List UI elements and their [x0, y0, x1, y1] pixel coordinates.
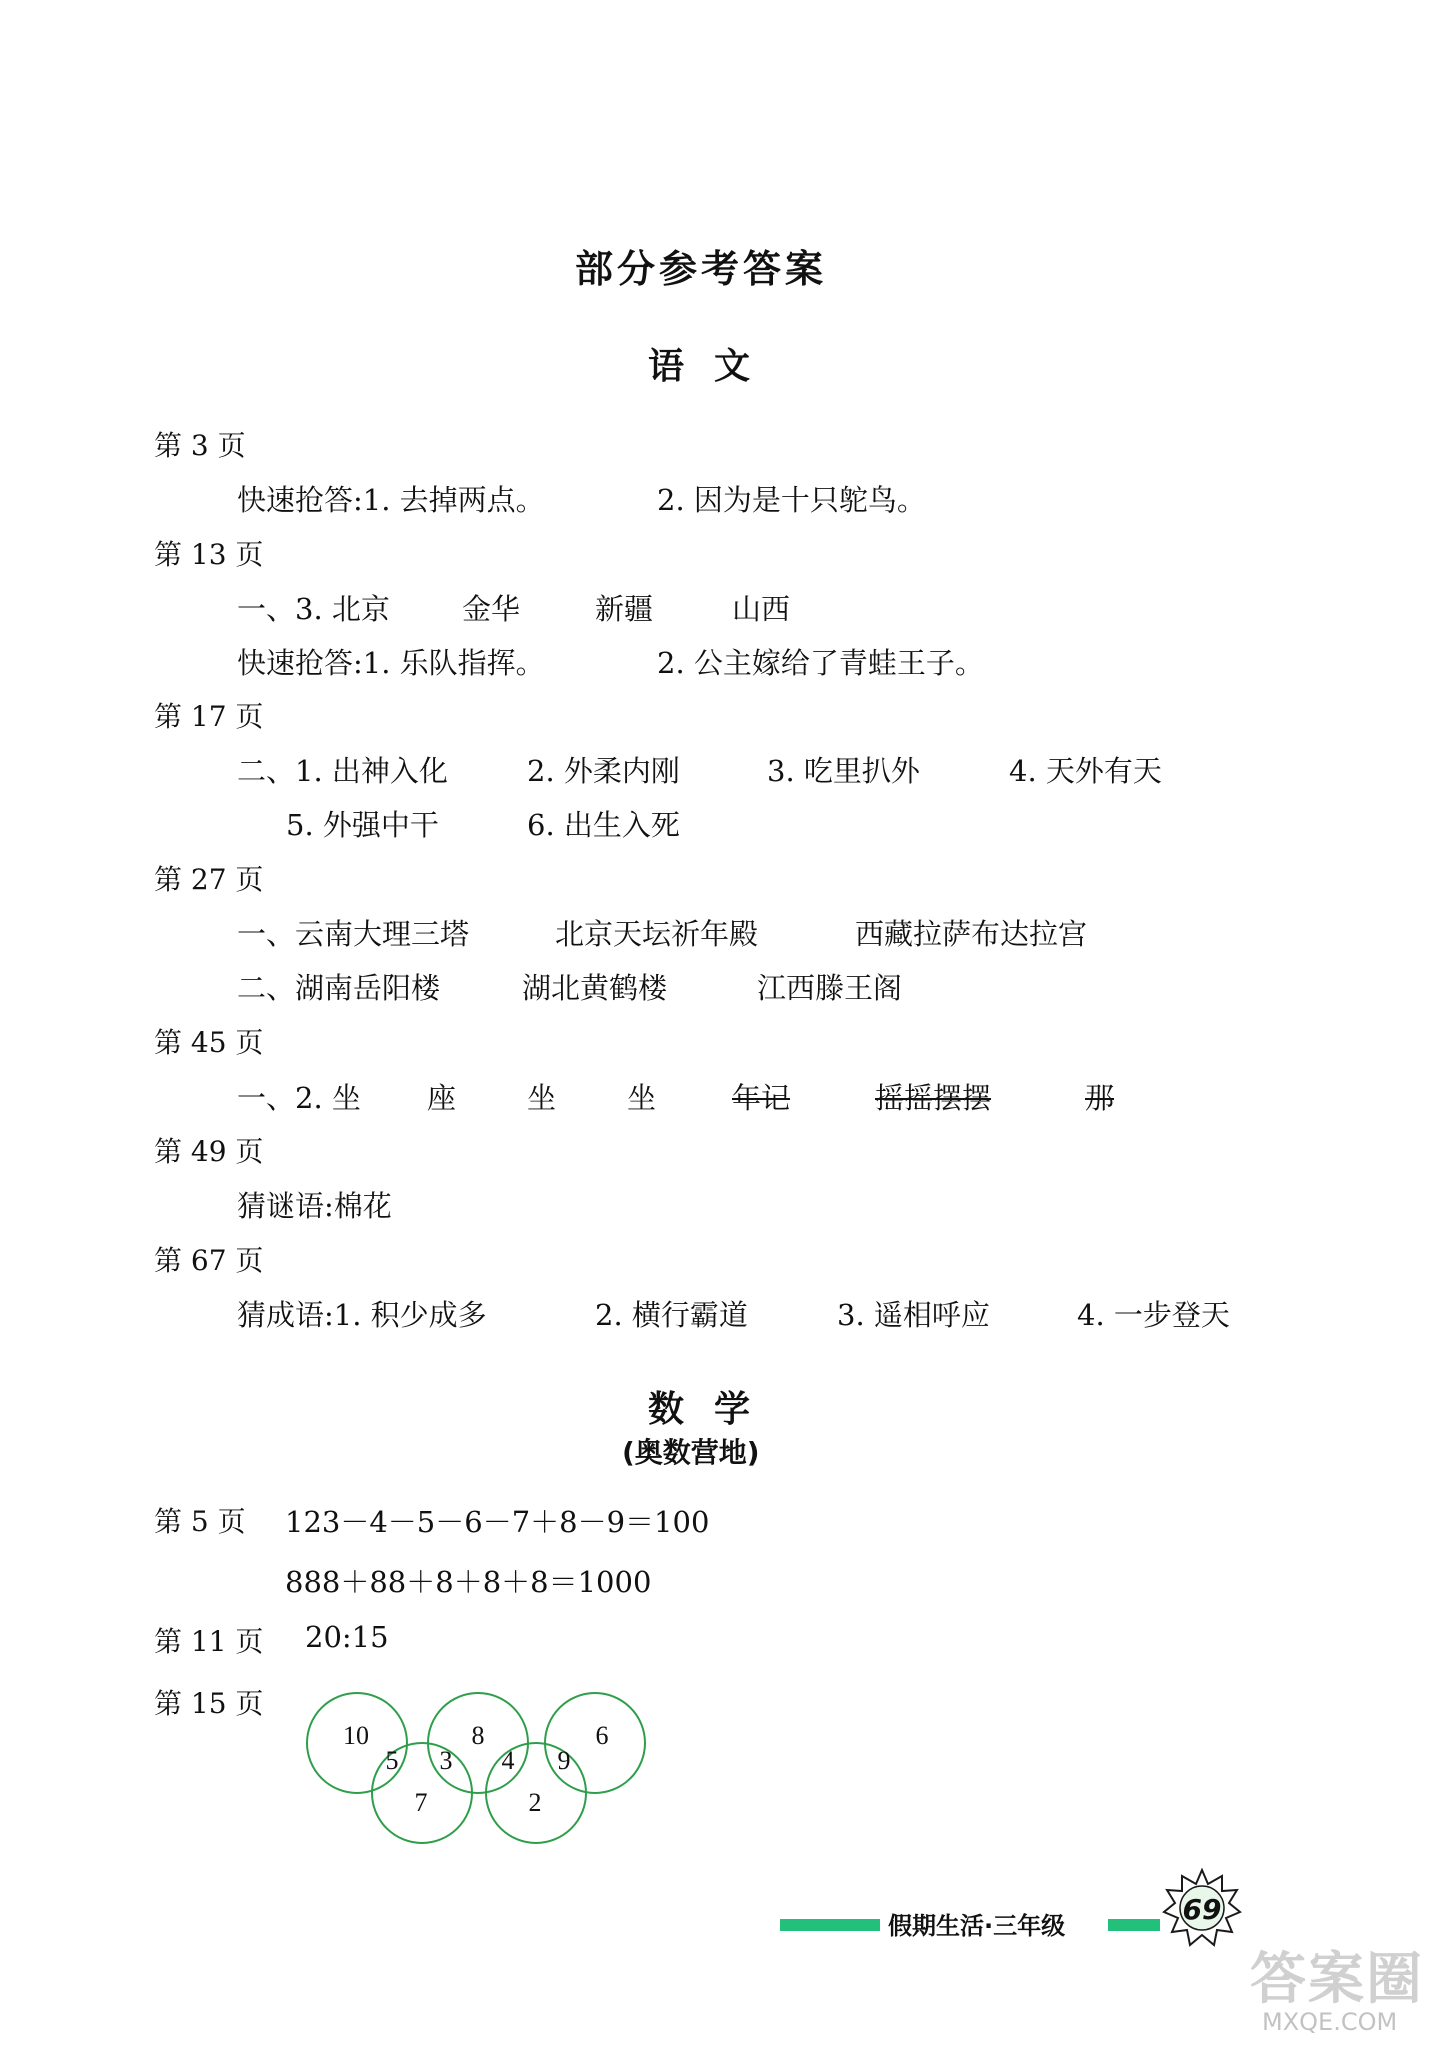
answer-item-struck: 年记: [732, 1081, 791, 1115]
answer-item: 4. 一步登天: [1077, 1298, 1230, 1332]
section-heading-chinese: 语文: [648, 346, 781, 387]
answer-item: 二、1. 出神入化: [237, 754, 448, 788]
answer-item: 2. 因为是十只鸵鸟。: [657, 483, 926, 517]
answer-line: [237, 478, 926, 519]
answer-item: 金华: [462, 592, 521, 626]
answer-item: 2. 公主嫁给了青蛙王子。: [657, 646, 984, 680]
answer-line: [237, 1076, 1237, 1117]
answer-item: 座: [427, 1081, 457, 1115]
watermark-url: MXQE.COM: [1262, 2008, 1398, 2036]
page-label: 第 15 页: [154, 1687, 264, 1720]
olympic-rings-diagram: [300, 1680, 660, 1880]
ring-number: 4: [501, 1746, 515, 1775]
page-label: 第 45 页: [154, 1026, 264, 1059]
answer-item: 西藏拉萨布达拉宫: [855, 917, 1088, 951]
answer-line: [237, 749, 1237, 790]
answer-item: 4. 天外有天: [1009, 754, 1162, 788]
ring-number: 9: [557, 1746, 571, 1775]
page-title: 部分参考答案: [575, 247, 828, 291]
answer-line: [237, 587, 1237, 628]
answer-item: 快速抢答:1. 乐队指挥。: [237, 646, 545, 680]
answer-item: 江西滕王阁: [757, 971, 903, 1005]
answer-item: 坐: [527, 1081, 557, 1115]
answer-item: 一、3. 北京: [237, 592, 390, 626]
footer-bar-left: [780, 1919, 880, 1931]
page-label: 第 3 页: [154, 429, 246, 462]
ring-number: 7: [414, 1788, 428, 1817]
ring-number: 10: [343, 1721, 369, 1750]
footer-book-title: 假期生活·三年级: [888, 1912, 1066, 1940]
answer-item: 6. 出生入死: [527, 808, 680, 842]
answer-item: 二、湖南岳阳楼: [237, 971, 441, 1005]
answer-item: 3. 遥相呼应: [837, 1298, 990, 1332]
answer-line: [237, 912, 1237, 953]
footer-bar-right: [1108, 1919, 1160, 1931]
page-number-badge: [1162, 1868, 1242, 1948]
answer-item: 坐: [627, 1081, 657, 1115]
answer-item: 快速抢答:1. 去掉两点。: [237, 483, 545, 517]
answer-line: [237, 641, 984, 682]
page-label: 第 5 页: [154, 1505, 246, 1538]
ring-number: 2: [528, 1788, 542, 1817]
answer-line: [286, 803, 680, 844]
equation: 888＋88＋8＋8＋8＝1000: [285, 1565, 652, 1599]
equation: 123－4－5－6－7＋8－9＝100: [285, 1505, 710, 1539]
answer-item: 2. 外柔内刚: [527, 754, 680, 788]
page-number: 69: [1182, 1893, 1222, 1926]
page-label: 第 17 页: [154, 700, 264, 733]
answer-line: [237, 1184, 392, 1225]
answer-item-struck: 那: [1085, 1081, 1115, 1115]
answer-item: 新疆: [595, 592, 654, 626]
answer-item: 北京天坛祈年殿: [555, 917, 759, 951]
page-label: 第 27 页: [154, 863, 264, 896]
answer-item: 一、2. 坐: [237, 1081, 361, 1115]
answer-item: 猜谜语:棉花: [237, 1189, 392, 1223]
answer-item: 5. 外强中干: [286, 808, 439, 842]
ring-number: 8: [471, 1721, 485, 1750]
answer-item: 山西: [732, 592, 791, 626]
answer-item: 2. 横行霸道: [595, 1298, 748, 1332]
page-label: 第 67 页: [154, 1244, 264, 1277]
ring-number: 6: [595, 1721, 609, 1750]
ring-number: 5: [385, 1746, 399, 1775]
answer-item: 一、云南大理三塔: [237, 917, 470, 951]
answer-line: [237, 966, 1237, 1007]
page-label: 第 13 页: [154, 538, 264, 571]
answer-item: 猜成语:1. 积少成多: [237, 1298, 487, 1332]
page-label: 第 49 页: [154, 1135, 264, 1168]
ring-number: 3: [439, 1746, 453, 1775]
answer-item-struck: 摇摇摆摆: [875, 1081, 992, 1115]
section-subheading: (奥数营地): [622, 1436, 760, 1469]
page-label: 第 11 页: [154, 1625, 264, 1658]
section-heading-math: 数学: [648, 1389, 781, 1430]
answer-item: 湖北黄鹤楼: [522, 971, 668, 1005]
answer-line: [237, 1293, 1277, 1334]
answer-item: 3. 吃里扒外: [767, 754, 920, 788]
watermark-logo: 答案圈: [1250, 1947, 1424, 2012]
answer-item: 20:15: [305, 1620, 389, 1654]
